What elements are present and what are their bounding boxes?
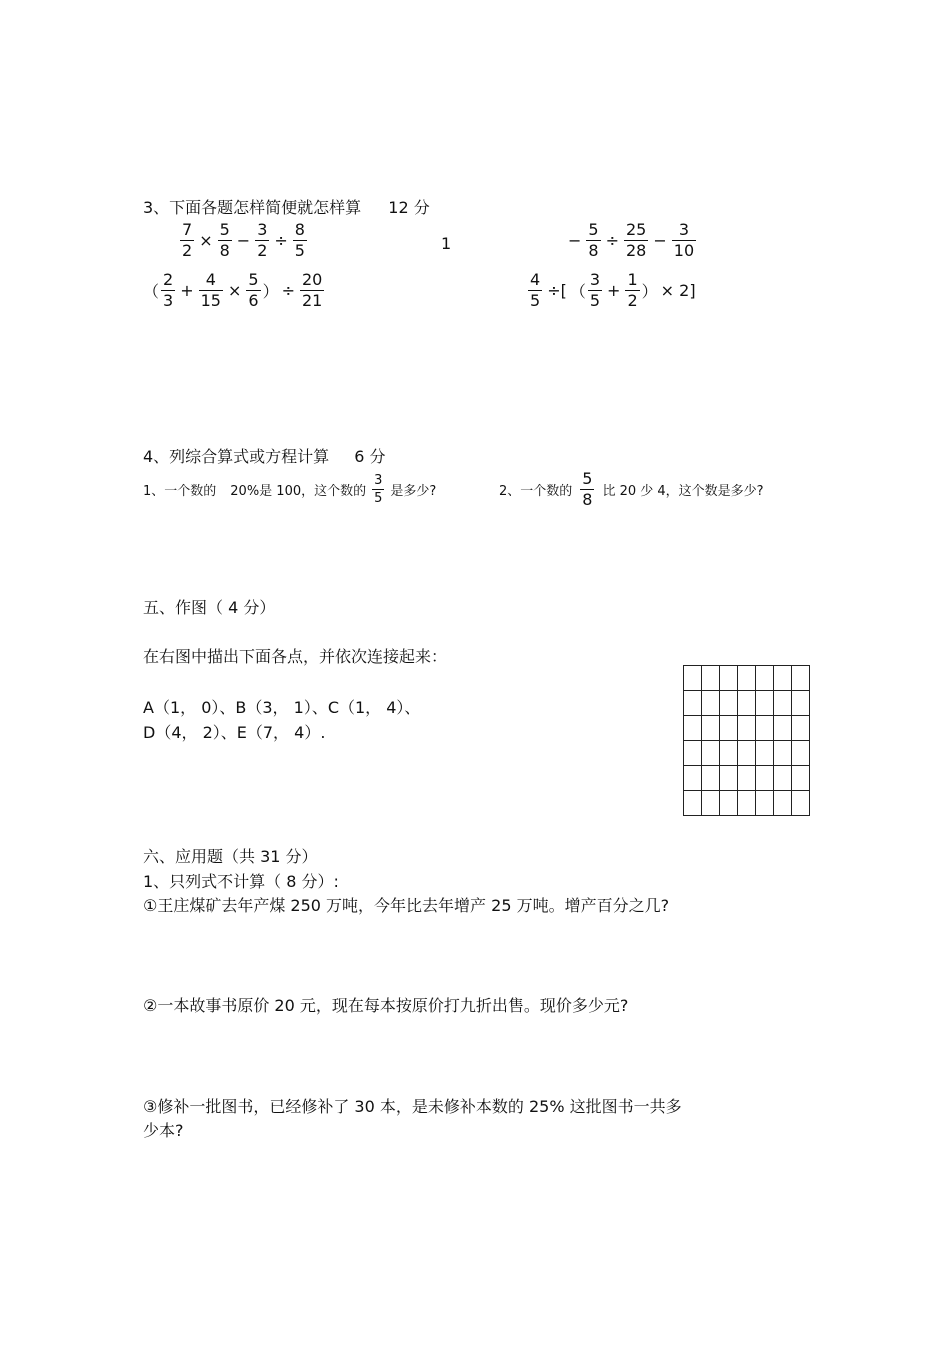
section5-title: 五、作图（ 4 分）: [143, 598, 276, 617]
expr5-tail: × 2]: [660, 281, 696, 300]
section6-q3-line1: ③修补一批图书，已经修补了 30 本，是未修补本数的 25% 这批图书一共多: [143, 1097, 682, 1116]
expr4-frac2: $\frac{4}{15}$: [200, 270, 221, 310]
section6-q3-line2: 少本?: [143, 1121, 184, 1140]
section6-q2: ②一本故事书原价 20 元，现在每本按原价打九折出售。现价多少元?: [143, 996, 629, 1015]
grid-row: [684, 691, 810, 716]
expr4-open: （: [143, 282, 160, 301]
section4-q2-frac: $\frac{5}{8}$: [582, 469, 593, 509]
section5-points-line1: A（1， 0）、B（3， 1）、C（1， 4）、: [143, 698, 421, 717]
expr4-frac1: $\frac{2}{3}$: [163, 270, 174, 310]
section4-q2-post: 比 20 少 4，这个数是多少?: [602, 484, 764, 499]
section6-q1: ①王庄煤矿去年产煤 250 万吨，今年比去年增产 25 万吨。增产百分之几?: [143, 896, 670, 915]
grid-row: [684, 716, 810, 741]
section6-sub1: 1、只列式不计算（ 8 分）:: [143, 872, 339, 891]
grid-row: [684, 766, 810, 791]
expr4-frac3: $\frac{5}{6}$: [248, 270, 259, 310]
section3-points: 12 分: [388, 198, 430, 217]
section4-q2: [499, 471, 764, 508]
expr4-close: ）: [262, 282, 279, 301]
section4-q1-frac: $\frac{3}{5}$: [374, 473, 383, 506]
expr5-op1: ÷[: [547, 281, 567, 300]
expr3-frac1: $\frac{5}{8}$: [588, 220, 599, 260]
expr3-frac3: $\frac{3}{10}$: [673, 220, 695, 260]
expr1-op3: ÷: [274, 231, 288, 250]
coordinate-grid: [683, 665, 810, 816]
expr4-op3: ÷: [281, 281, 295, 300]
section3-title: 3、下面各题怎样简便就怎样算: [143, 198, 362, 217]
expr3-op2: −: [653, 231, 667, 250]
expr1-op1: ×: [199, 231, 213, 250]
expr1: [178, 222, 309, 259]
section4-q2-pre: 2、一个数的: [499, 484, 573, 499]
expr4-op1: +: [180, 281, 194, 300]
section4-q1: [143, 474, 436, 505]
grid-row: [684, 791, 810, 816]
expr5-frac3: $\frac{1}{2}$: [627, 270, 638, 310]
expr4: [143, 272, 326, 309]
expr3-op0: −: [568, 231, 582, 250]
grid-row: [684, 741, 810, 766]
expr5-frac1: $\frac{4}{5}$: [530, 270, 541, 310]
section4-title: 4、列综合算式或方程计算: [143, 447, 330, 466]
section4-q1-pre: 1、一个数的: [143, 484, 217, 499]
expr5-op2: +: [607, 281, 621, 300]
expr1-frac3: $\frac{3}{2}$: [257, 220, 268, 260]
expr5: [526, 272, 699, 309]
section3-title-row: [143, 195, 430, 218]
section5-points-line2: D（4， 2）、E（7， 4）.: [143, 723, 326, 742]
expr5-frac2: $\frac{3}{5}$: [589, 270, 601, 310]
expr4-frac4: $\frac{20}{21}$: [301, 270, 323, 310]
section6-title: 六、应用题（共 31 分）: [143, 847, 318, 866]
expr3-frac2: $\frac{25}{28}$: [626, 220, 647, 260]
expr1-op2: −: [236, 231, 251, 250]
section4-q1-mid: 20%是 100，这个数的: [230, 484, 367, 499]
expr5-close: ）: [641, 282, 658, 301]
expr1-frac1: $\frac{7}{2}$: [182, 220, 193, 260]
expr3-op1: ÷: [605, 231, 619, 250]
expr1-frac2: $\frac{5}{8}$: [219, 220, 230, 260]
section5-instruction: 在右图中描出下面各点，并依次连接起来：: [143, 647, 448, 666]
section4-points: 6 分: [354, 447, 386, 466]
expr2: 1: [441, 234, 452, 253]
expr5-open: （: [569, 282, 586, 301]
section4-q1-post: 是多少?: [390, 484, 437, 499]
grid-row: [684, 666, 810, 691]
section4-title-row: [143, 444, 386, 467]
expr4-op2: ×: [227, 281, 242, 300]
expr3: [565, 222, 698, 259]
expr1-frac4: $\frac{8}{5}$: [294, 220, 305, 260]
